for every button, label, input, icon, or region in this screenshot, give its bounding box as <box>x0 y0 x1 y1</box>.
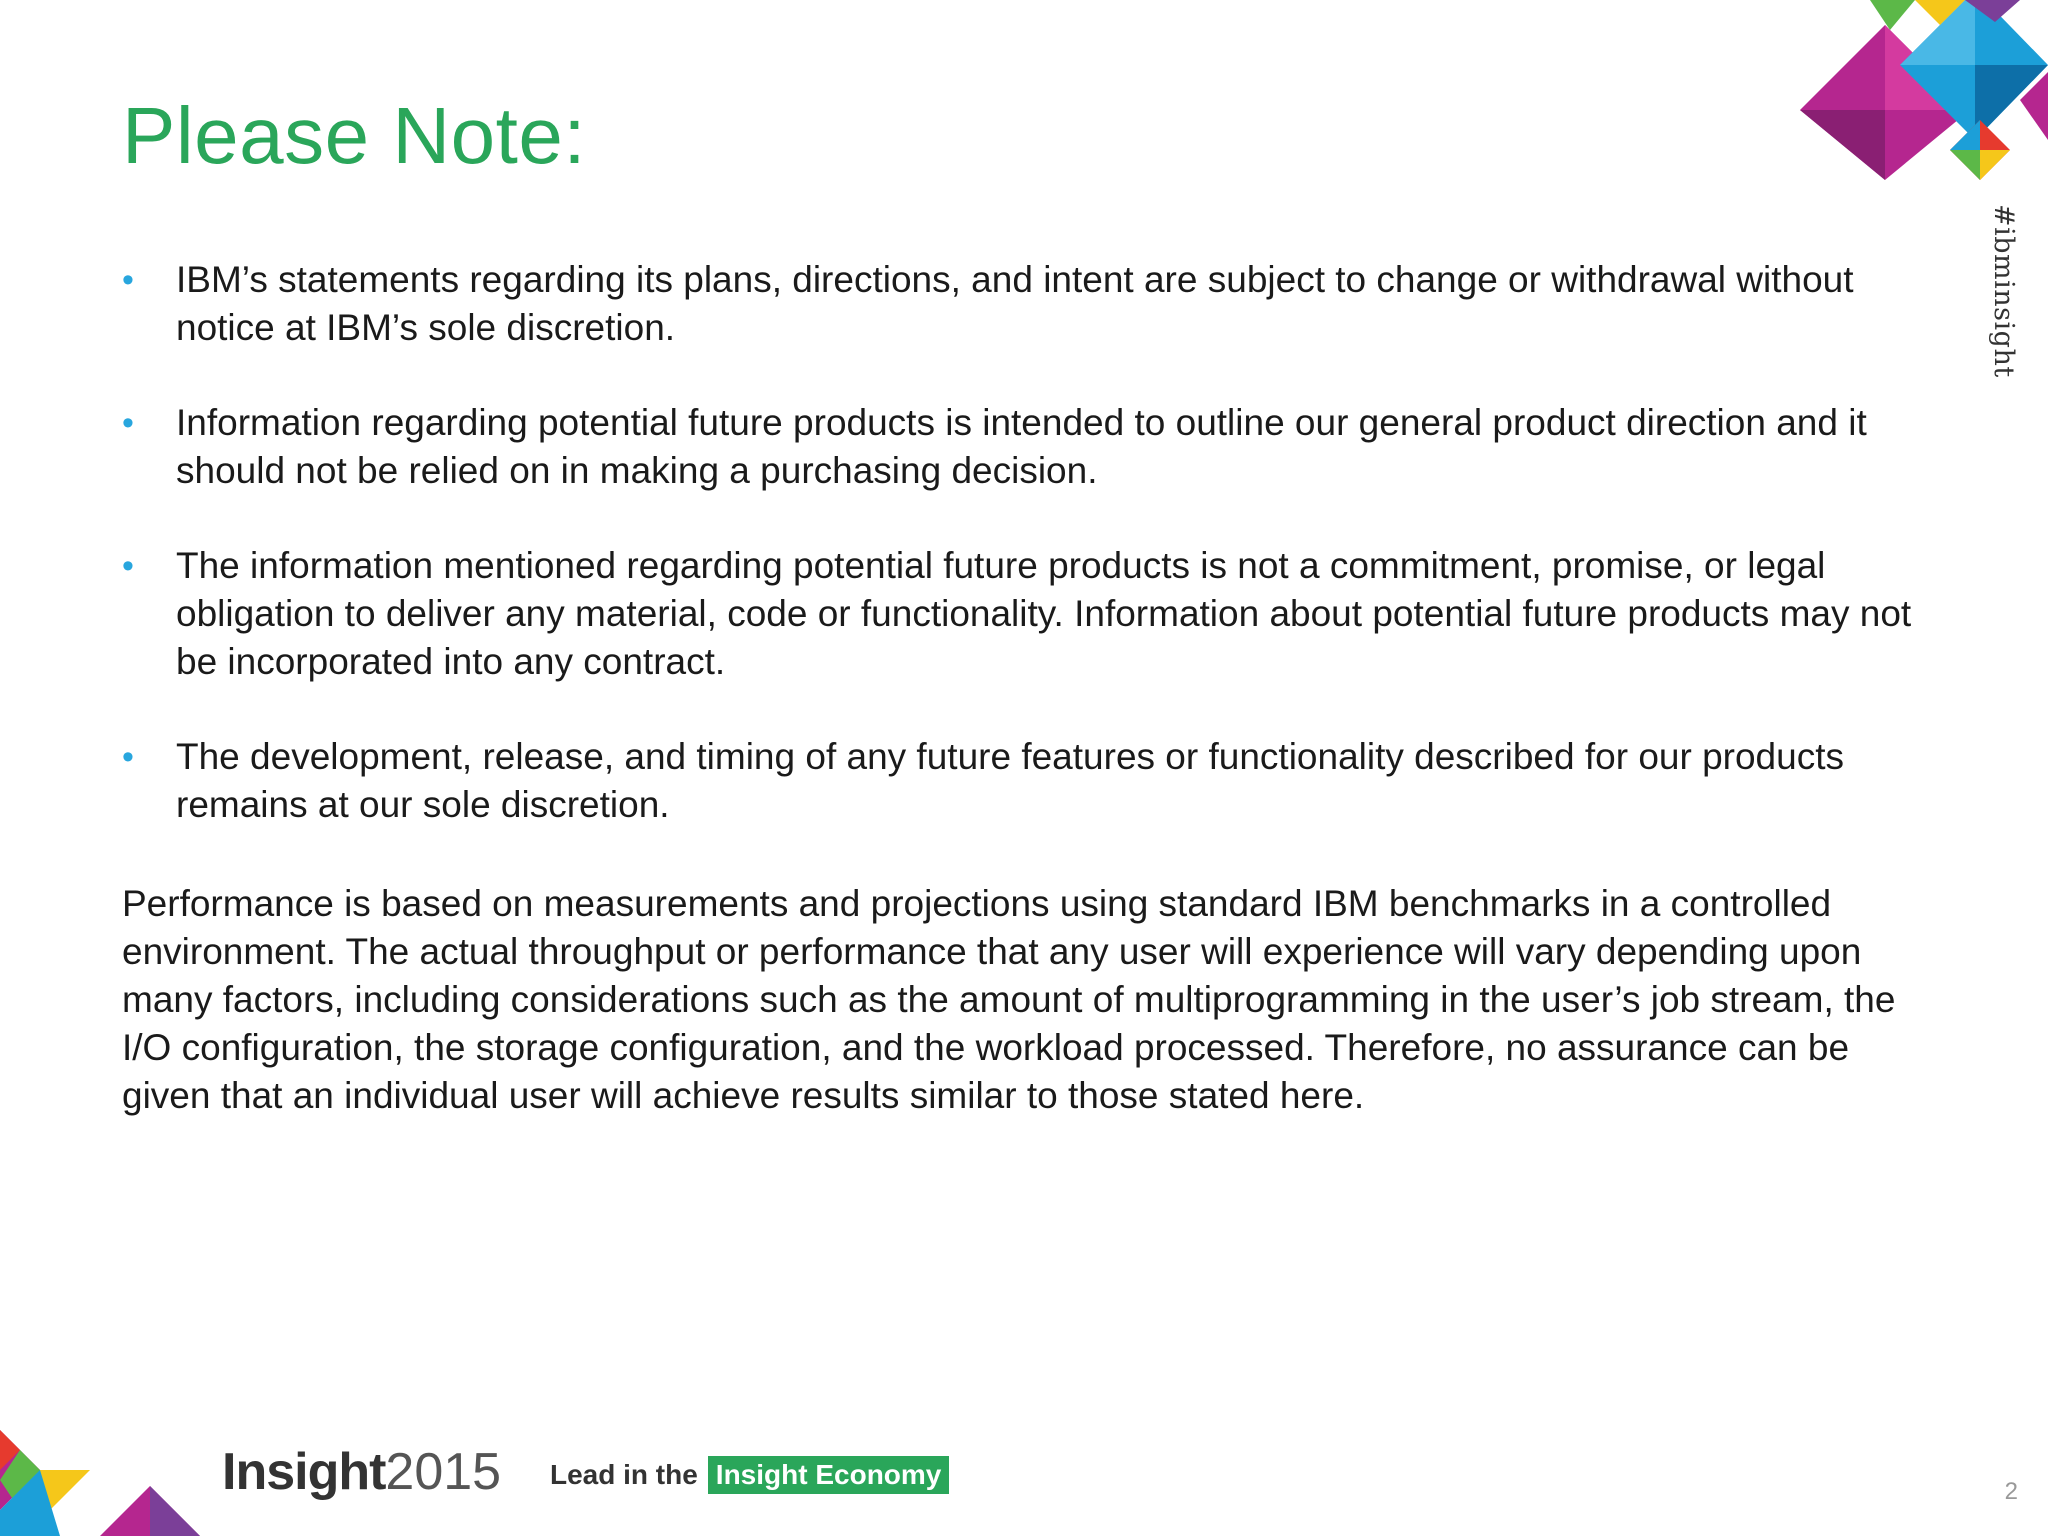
performance-disclaimer: Performance is based on measurements and projections using standard IBM benchmarks in a controlled environment. The actual throughput or performance that any user will experience will vary depending upon many factors, including considerations such as the amount of multiprogramming in the user’s job stream, the I/O configuration, the storage configuration, and the workload processed. Therefore, no assurance can be given that an individual user will achieve results similar to those stated here. <box>122 883 1896 1116</box>
footer-tagline <box>550 1456 949 1494</box>
bullet-text: The development, release, and timing of any future features or functionality described for our products remains at our sole discretion. <box>176 736 1844 825</box>
decorative-diamonds-bottom-left <box>0 1410 200 1536</box>
list-item <box>122 733 1922 829</box>
bullet-text: Information regarding potential future products is intended to outline our general product direction and it should not be relied on in making a purchasing decision. <box>176 402 1867 491</box>
slide-title: Please Note: <box>122 91 587 180</box>
brand-year: 2015 <box>385 1443 502 1501</box>
tagline-prefix: Lead in the <box>550 1459 698 1490</box>
bullet-icon: • <box>122 738 134 776</box>
insight-logo <box>222 1443 502 1501</box>
list-item <box>122 399 1922 495</box>
bullet-icon: • <box>122 547 134 585</box>
bullet-icon: • <box>122 261 134 299</box>
note-bullet-list <box>122 256 1922 876</box>
bullet-text: The information mentioned regarding potential future products is not a commitment, promise, or legal obligation to deliver any material, code or functionality. Information about potential future products may not be incorporated into any contract. <box>176 545 1912 682</box>
list-item <box>122 256 1922 352</box>
tagline-highlight: Insight Economy <box>708 1456 950 1494</box>
bullet-icon: • <box>122 404 134 442</box>
page-number: 2 <box>2004 1478 2018 1505</box>
hashtag-label: #ibminsight <box>1988 204 2019 378</box>
brand-word: Insight <box>222 1443 386 1501</box>
decorative-diamonds-top-right <box>1800 0 2048 190</box>
list-item <box>122 542 1922 686</box>
bullet-text: IBM’s statements regarding its plans, directions, and intent are subject to change or withdrawal without notice at IBM’s sole discretion. <box>176 259 1854 348</box>
